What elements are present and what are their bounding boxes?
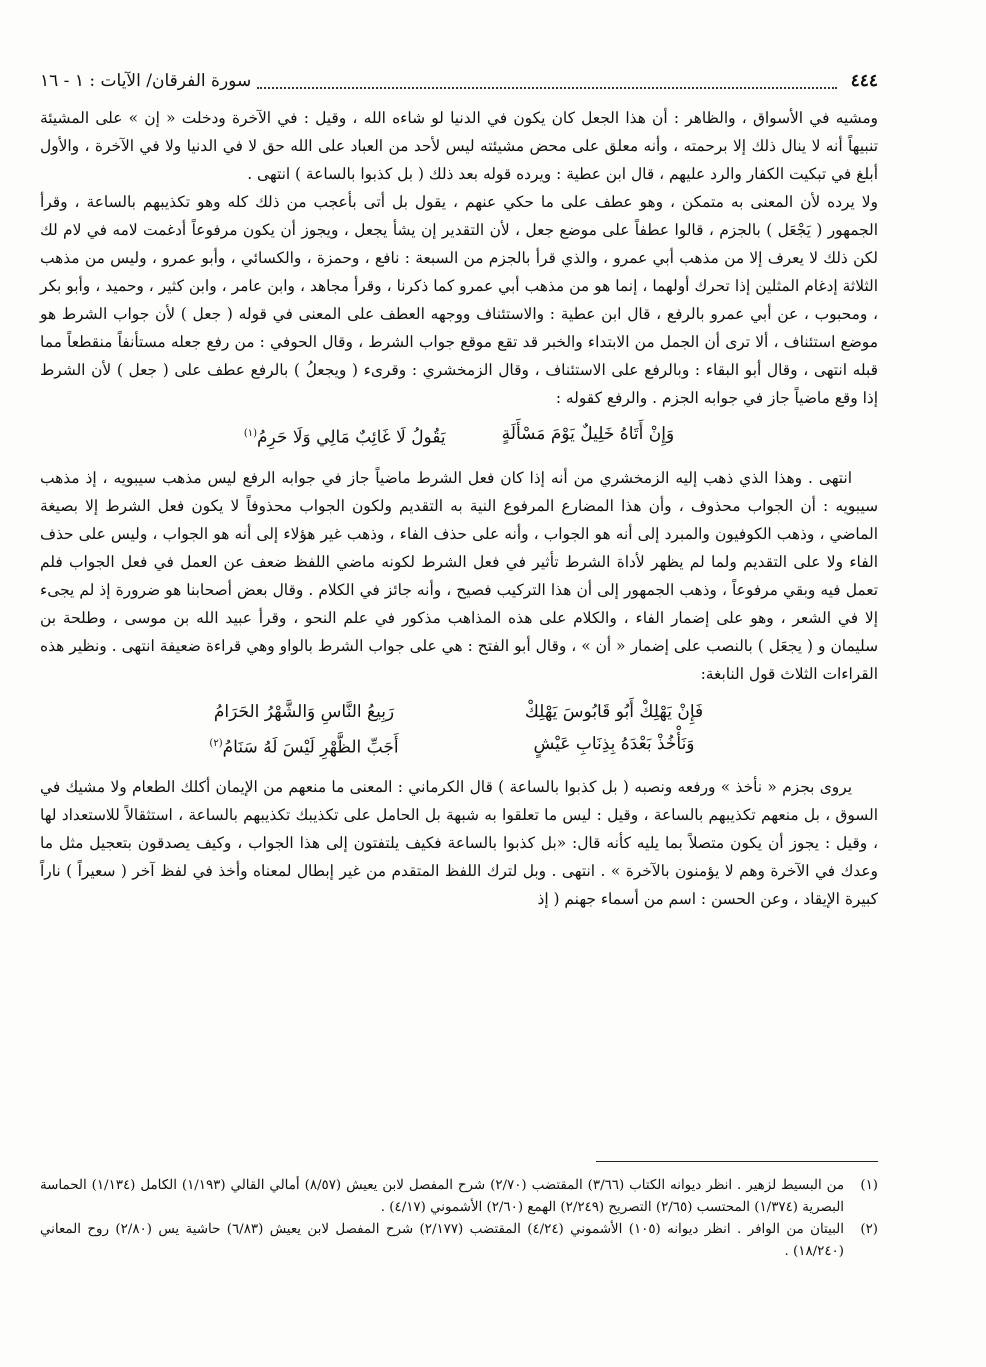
verse-2-line-1-second-hemistich: رَبِيعُ النَّاسِ وَالشَّهْرُ الحَرَامُ — [213, 701, 395, 722]
paragraph-3: انتهى . وهذا الذي ذهب إليه الزمخشري من أنه إذا كان فعل الشرط ماضياً جاز في جوابه الرفع ليس مذهب سيبويه ، إذ مذهب سيبويه : أن الجواب محذوف ، وأن هذا المضارع المرفوع النية به التقديم ولكون الجواب محذوفاً لا يكون فعل الشرط إلا بصيغة الماضي ، وذهب الكوفيون والمبرد إلى أنه هو الجواب ، وأنه على حذف الفاء ، وذهب غير هؤلاء إلى أنه هو الجواب ، وليس على حذف الفاء ولا على التقديم ولما لم يظهر لأداة الشرط تأثير في فعل الشرط لكونه ماضي اللفظ ضعف عن العمل في فعل الجواب فلم تعمل فيه وبقي مرفوعاً ، وذهب الجمهور إلى أن هذا التركيب فصيح ، وأنه جائز في الكلام . وقال بعض أصحابنا هو ضرورة إذ لم يجىء إلا في الشعر ، وهو على إضمار الفاء ، والكلام على هذه المذاهب مذكور في علم النحو ، وقرأ عبيد الله بن موسى ، وطلحة بن سليمان و ( يجعَل ) بالنصب على إضمار « أن » ، وقال أبو الفتح : هي على جواب الشرط بالواو وهي قراءة ضعيفة انتهى . ونظير هذه القراءات الثلاث قول النابغة: — [40, 468, 878, 683]
footnote-1 — [40, 1175, 878, 1219]
verse-2-line-1 — [40, 696, 878, 728]
verse-2-line-2-second-hemistich — [179, 728, 429, 764]
verse-2-line-2-first-hemistich: وَنَأْخُذْ بَعْدَهُ بِذِنَابِ عَيْشٍ — [533, 733, 695, 754]
footnotes — [40, 1175, 878, 1263]
header-leader-dots — [257, 73, 836, 89]
verse-1-second-hemistich-text: يَقُولُ لَا غَائِبٌ مَالِي وَلَا حَرِمُ — [257, 427, 446, 448]
verse-2-line-1-first-hemistich: فَإِنْ يَهْلِكْ أَبُو قَابُوسَ يَهْلِكْ — [524, 701, 704, 722]
footnote-separator — [596, 1161, 878, 1162]
page-number: ٤٤٤ — [850, 71, 878, 91]
poetry-verse-2 — [40, 696, 878, 764]
footnote-2 — [40, 1219, 878, 1263]
main-text — [40, 104, 878, 913]
footnote-2-mark: (٢) — [860, 1222, 878, 1237]
poetry-verse-1 — [40, 418, 878, 454]
running-header — [40, 66, 878, 96]
verse-1-first-hemistich: وَإِنْ أَتَاهُ خَلِيلٌ يَوْمَ مَسْأَلَةٍ — [501, 424, 675, 444]
paragraph-4: يروى بجزم « نأخذ » ورفعه ونصبه ( بل كذبوا بالساعة ) قال الكرماني : المعنى ما منعهم من الإيمان أكلك الطعام ولا مشيك في السوق ، بل منعهم تكذيبهم بالساعة ، وقيل : ليس ما تعلقوا به شبهة بل الحامل على تكذيبك تكذيبهم بالساعة ، استثقالاً للاستعداد لها ، وقيل : يجوز أن يكون متصلاً بما يليه كأنه قال: «بل كذبوا بالساعة فكيف يلتفتون إلى هذا الجواب ، وكيف يصدقون بتعجيل مثل ما وعدك في الآخرة وهم لا يؤمنون بالآخرة » . انتهى . وبل لترك اللفظ المتقدم من غير إبطال لمعناه وأخذ في لفظ آخر ( سعيراً ) ناراً كبيرة الإيقاد ، وعن الحسن : اسم من أسماء جهنم ( إذ — [40, 778, 878, 909]
footnote-2-text: البيتان من الوافر . انظر ديوانه (١٠٥) الأشموني (٤/٢٤) المقتضب (٢/١٧٧) شرح المفصل لابن يعيش (٦/٨٣) حاشية يس (٢/٨٠) روح المعاني (١٨/٢٤٠) . — [40, 1222, 844, 1259]
footnote-1-mark: (١) — [860, 1178, 878, 1193]
paragraph-2: ولا يرده لأن المعنى به متمكن ، وهو عطف على ما حكي عنهم ، يقول بل أتى بأعجب من ذلك كله وهو تكذيبهم بالساعة ، وقرأ الجمهور ( يَجْعَل ) بالجزم ، قالوا عطفاً على موضع جعل ، لأن التقدير إن يشأ يجعل ، ويجوز أن يكون مرفوعاً أدغمت لامه في لام لك لكن ذلك لا يعرف إلا من مذهب أبي عمرو ، والذي قرأ بالجزم من السبعة : نافع ، وحمزة ، والكسائي ، وأبو عمرو ، وليس من مذهب الثلاثة إدغام المثلين إذا تحرك أولهما ، إنما هو من مذهب أبي عمرو كما ذكرنا ، وقرأ مجاهد ، وابن عامر ، وابن كثير ، وحميد ، وأبو بكر ، ومحبوب ، عن أبي عمرو بالرفع ، قال ابن عطية : والاستئناف ووجهه العطف على المعنى في قوله ( جعل ) لأن جواب الشرط هو موضع استئناف ، ألا ترى أن الجمل من الابتداء والخبر قد تقع موقع جواب الشرط ، وقال الحوفي : من رفع جعله مستأنفاً منقطعاً مما قبله انتهى ، وقال أبو البقاء : وبالرفع على الاستئناف ، وقال الزمخشري : وقرىء ( ويجعلُ ) بالرفع عطف على ( جعل ) لأن الشرط إذا وقع ماضياً جاز في جوابه الجزم . والرفع كقوله : — [40, 193, 878, 407]
header-title: سورة الفرقان/ الآيات : ١ - ١٦ — [40, 71, 252, 91]
footnote-marker-1: (١) — [243, 428, 258, 439]
verse-2-line-2-second-hemistich-text: أَجَبِّ الظَّهْرِ لَيْسَ لَهُ سَنَامُ — [222, 737, 399, 758]
paragraph-1: ومشيه في الأسواق ، والظاهر : أن هذا الجعل كان يكون في الدنيا لو شاءه الله ، وقيل : في الآخرة ودخلت « إن » على المشيئة تنبيهاً أنه لا ينال ذلك إلا برحمته ، وأنه معلق على محض مشيئته ليس لأحد من العباد على الله حق لا في الدنيا ولا في الآخرة ، والأول أبلغ في تبكيت الكفار والرد عليهم ، قال ابن عطية : ويرده قوله بعد ذلك ( بل كذبوا بالساعة ) انتهى . — [40, 109, 878, 183]
footnote-marker-2: (٢) — [209, 737, 223, 749]
verse-1-second-hemistich — [244, 418, 446, 454]
verse-2-line-2 — [40, 728, 878, 764]
footnote-1-text: من البسيط لزهير . انظر ديوانه الكتاب (٣/٦٦) المقتضب (٢/٧٠) شرح المفصل لابن يعيش (٨/٥٧) أمالي القالي (١/١٩٣) الكامل (١/١٣٤) الحماسة البصرية (١/٣٧٤) المحتسب (٢/٦٥) التصريح (٢/٢٤٩) الهمع (٢/٦٠) الأشموني (٤/١٧) . — [40, 1178, 844, 1215]
